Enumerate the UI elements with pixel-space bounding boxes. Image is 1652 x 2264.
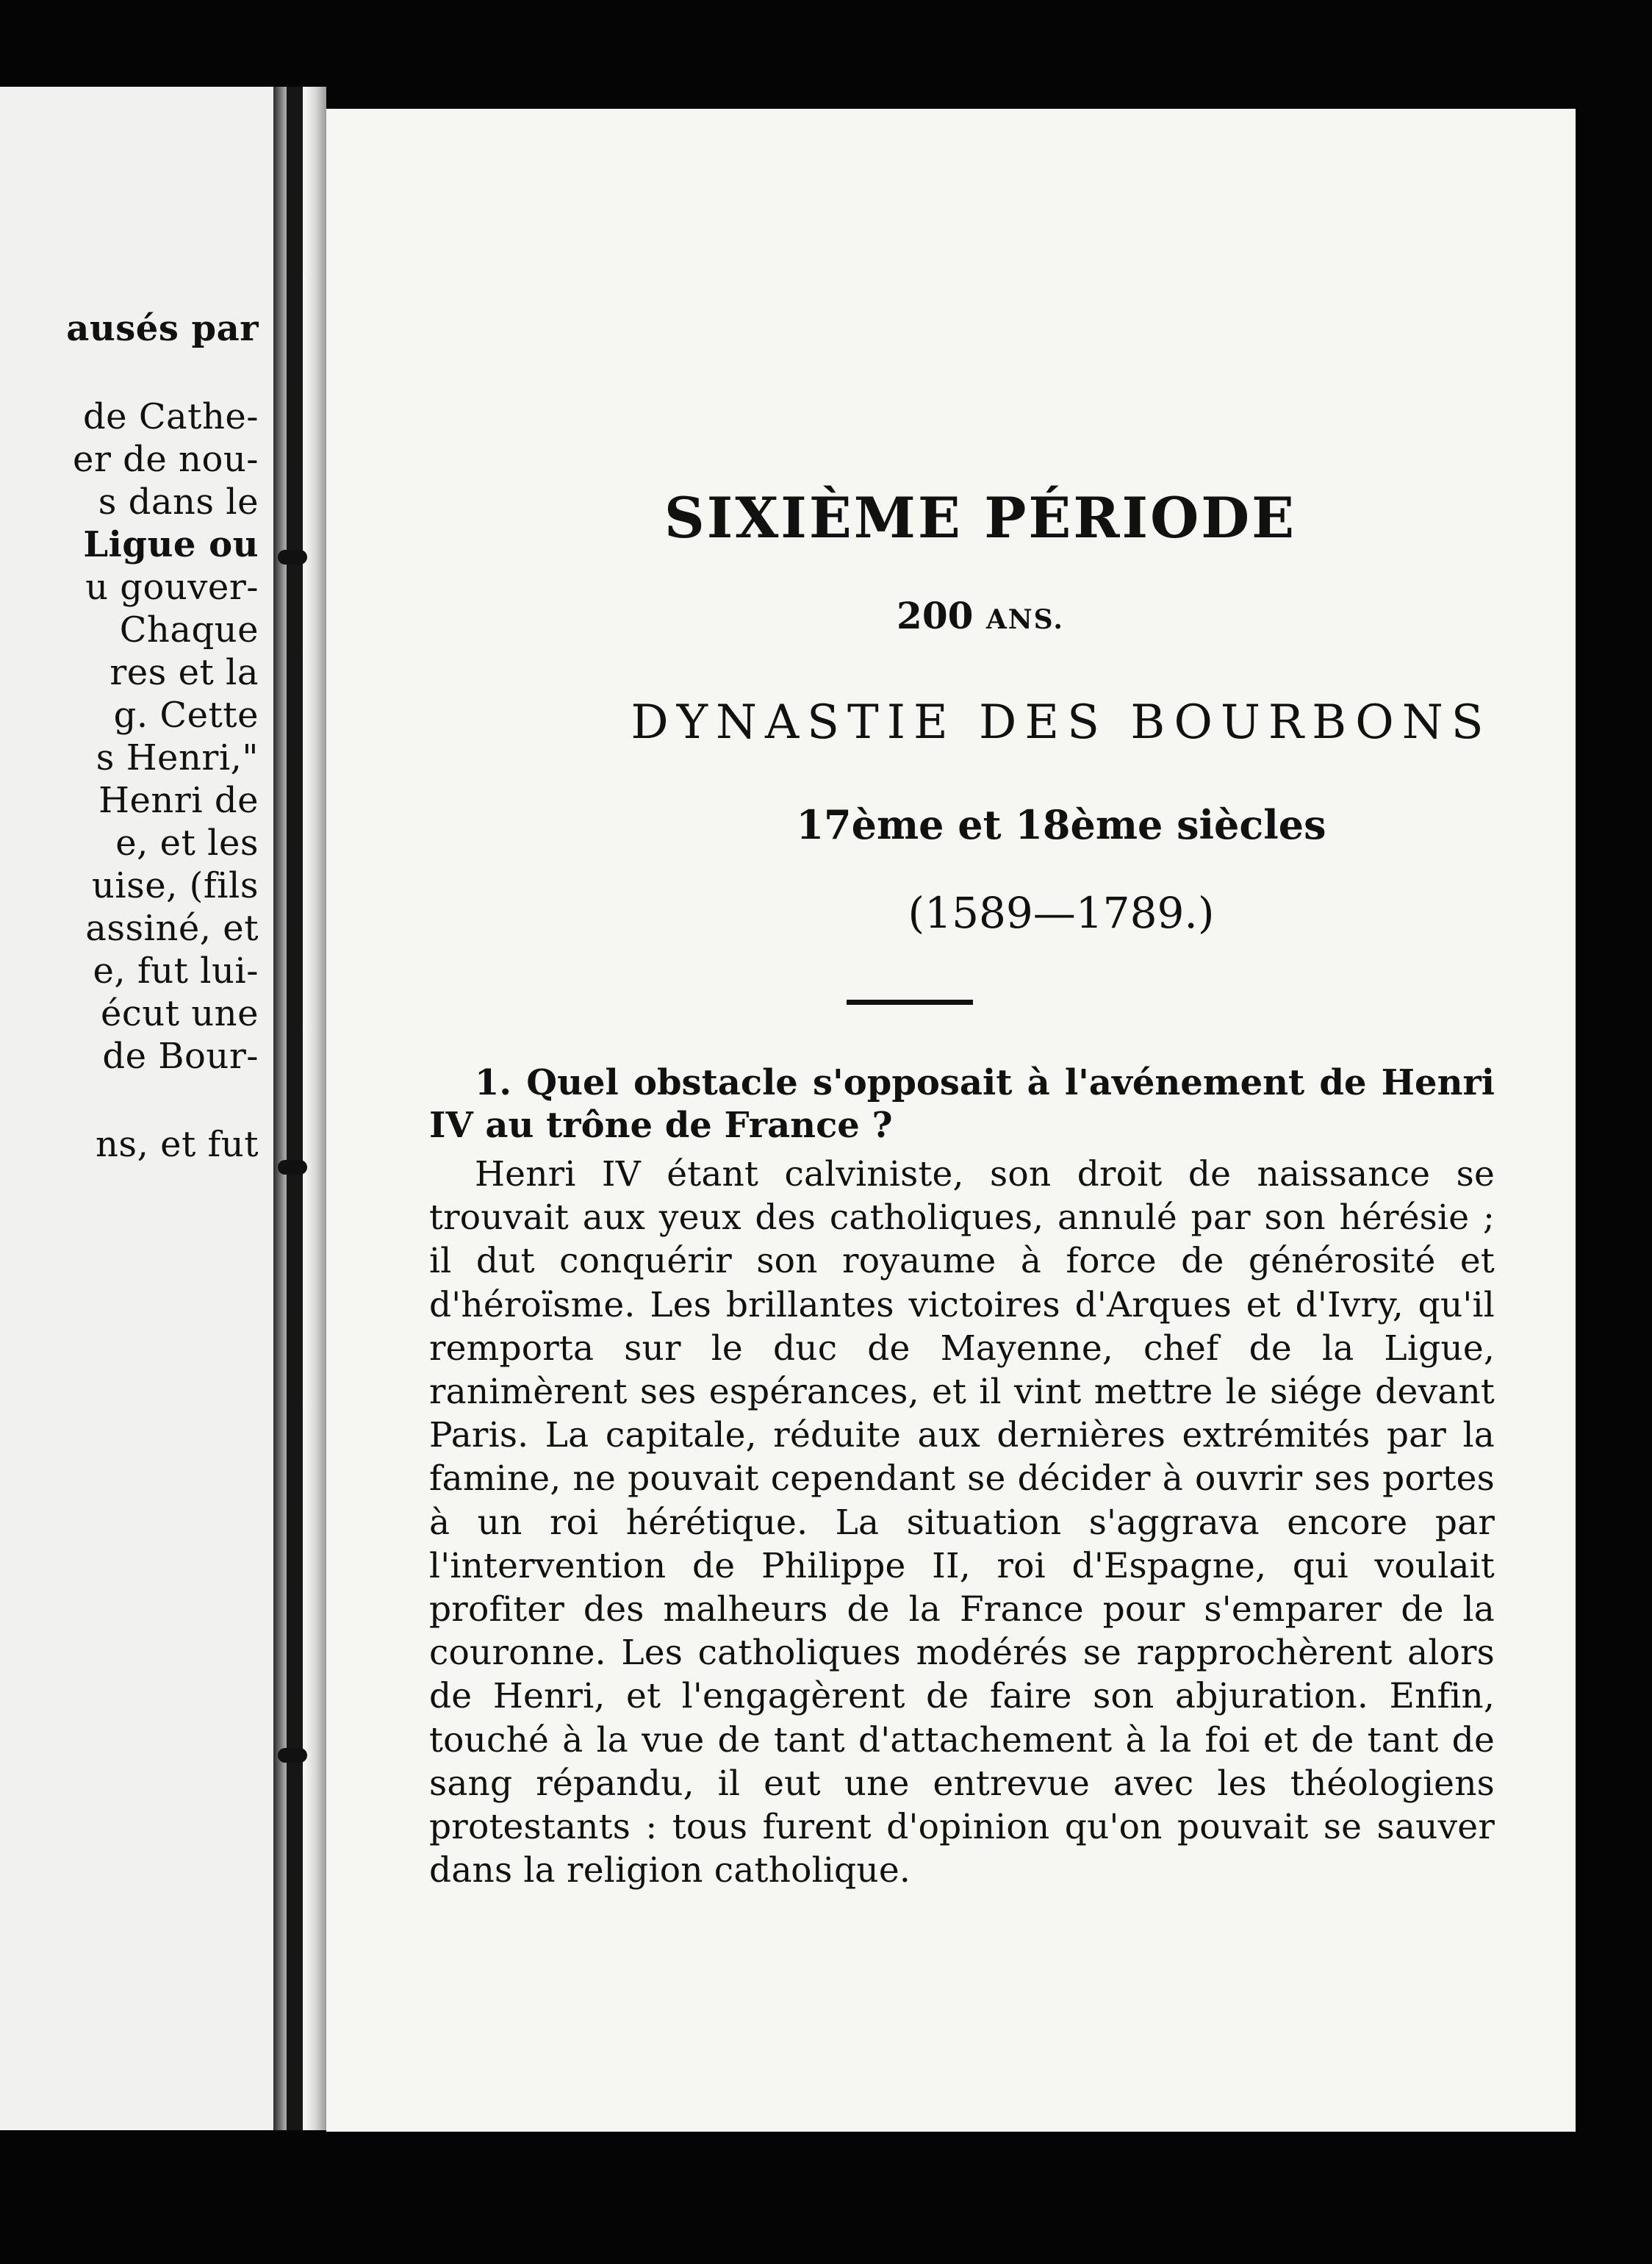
binding-thread (278, 550, 307, 565)
binding-thread (278, 1160, 307, 1175)
previous-page-line: e, fut lui- (93, 950, 259, 992)
previous-page-line: uise, (fils (91, 865, 259, 906)
question-text: 1. Quel obstacle s'opposait à l'avénement de Henri IV au trône de France ? (429, 1062, 1495, 1146)
previous-page-line: Chaque (119, 609, 259, 651)
answer-paragraph: Henri IV étant calviniste, son droit de naissance se trouvait aux yeux des catholiques, annulé par son hérésie ; il dut conquérir son royaume à force de générosité et d'héroïsme. Les brillantes victoires d'Arques et d'Ivry, qu'il remporta sur le duc de Mayenne, chef de la Ligue, ranimèrent ses espérances, et il vint mettre le siége devant Paris. La capitale, réduite aux dernières extrémités par la famine, ne pouvait cependant se décider à ouvrir ses portes à un roi hérétique. La situation s'aggrava encore par l'intervention de Philippe II, roi d'Espagne, qui voulait profiter des malheurs de la France pour s'emparer de la couronne. Les catholiques modérés se rapprochèrent alors de Henri, et l'engagèrent de faire son abjuration. Enfin, touché à la vue de tant d'attachement à la foi et de tant de sang répandu, il eut une entrevue avec les théologiens protestants : tous furent d'opinion qu'on pouvait se sauver dans la religion catholique. (429, 1154, 1495, 1891)
previous-page-line: res et la (109, 652, 259, 693)
binding-spine (287, 87, 303, 2130)
previous-page-line: ns, et fut (96, 1124, 259, 1165)
binding-thread (278, 1748, 307, 1763)
previous-page-line: s Henri," (96, 737, 259, 778)
years-unit: ANS. (985, 604, 1064, 635)
centuries-heading: 17ème et 18ème siècles (796, 801, 1326, 848)
section-divider (847, 1000, 973, 1005)
previous-page-line: de Bour- (102, 1036, 259, 1077)
previous-page-line: écut une (101, 993, 259, 1034)
years-heading (326, 594, 1605, 637)
period-heading: SIXIÈME PÉRIODE (664, 485, 1297, 551)
previous-page-line: assiné, et (85, 908, 259, 949)
previous-page (0, 87, 273, 2130)
dates-heading: (1589—1789.) (908, 888, 1215, 938)
book-page (326, 109, 1576, 2132)
previous-page-line: de Cathe- (82, 396, 259, 437)
previous-page-line: s dans le (98, 481, 259, 523)
previous-page-line: u gouver- (85, 567, 259, 608)
years-number: 200 (897, 594, 974, 637)
previous-page-line: er de nou- (73, 439, 259, 480)
dynasty-heading: DYNASTIE DES BOURBONS (631, 695, 1492, 750)
previous-page-line: g. Cette (113, 695, 259, 736)
book-binding (273, 87, 326, 2130)
previous-page-line: ausés par (66, 308, 259, 349)
previous-page-line: Henri de (98, 780, 259, 821)
previous-page-line: e, et les (115, 823, 259, 864)
previous-page-line: Ligue ou (83, 524, 259, 565)
